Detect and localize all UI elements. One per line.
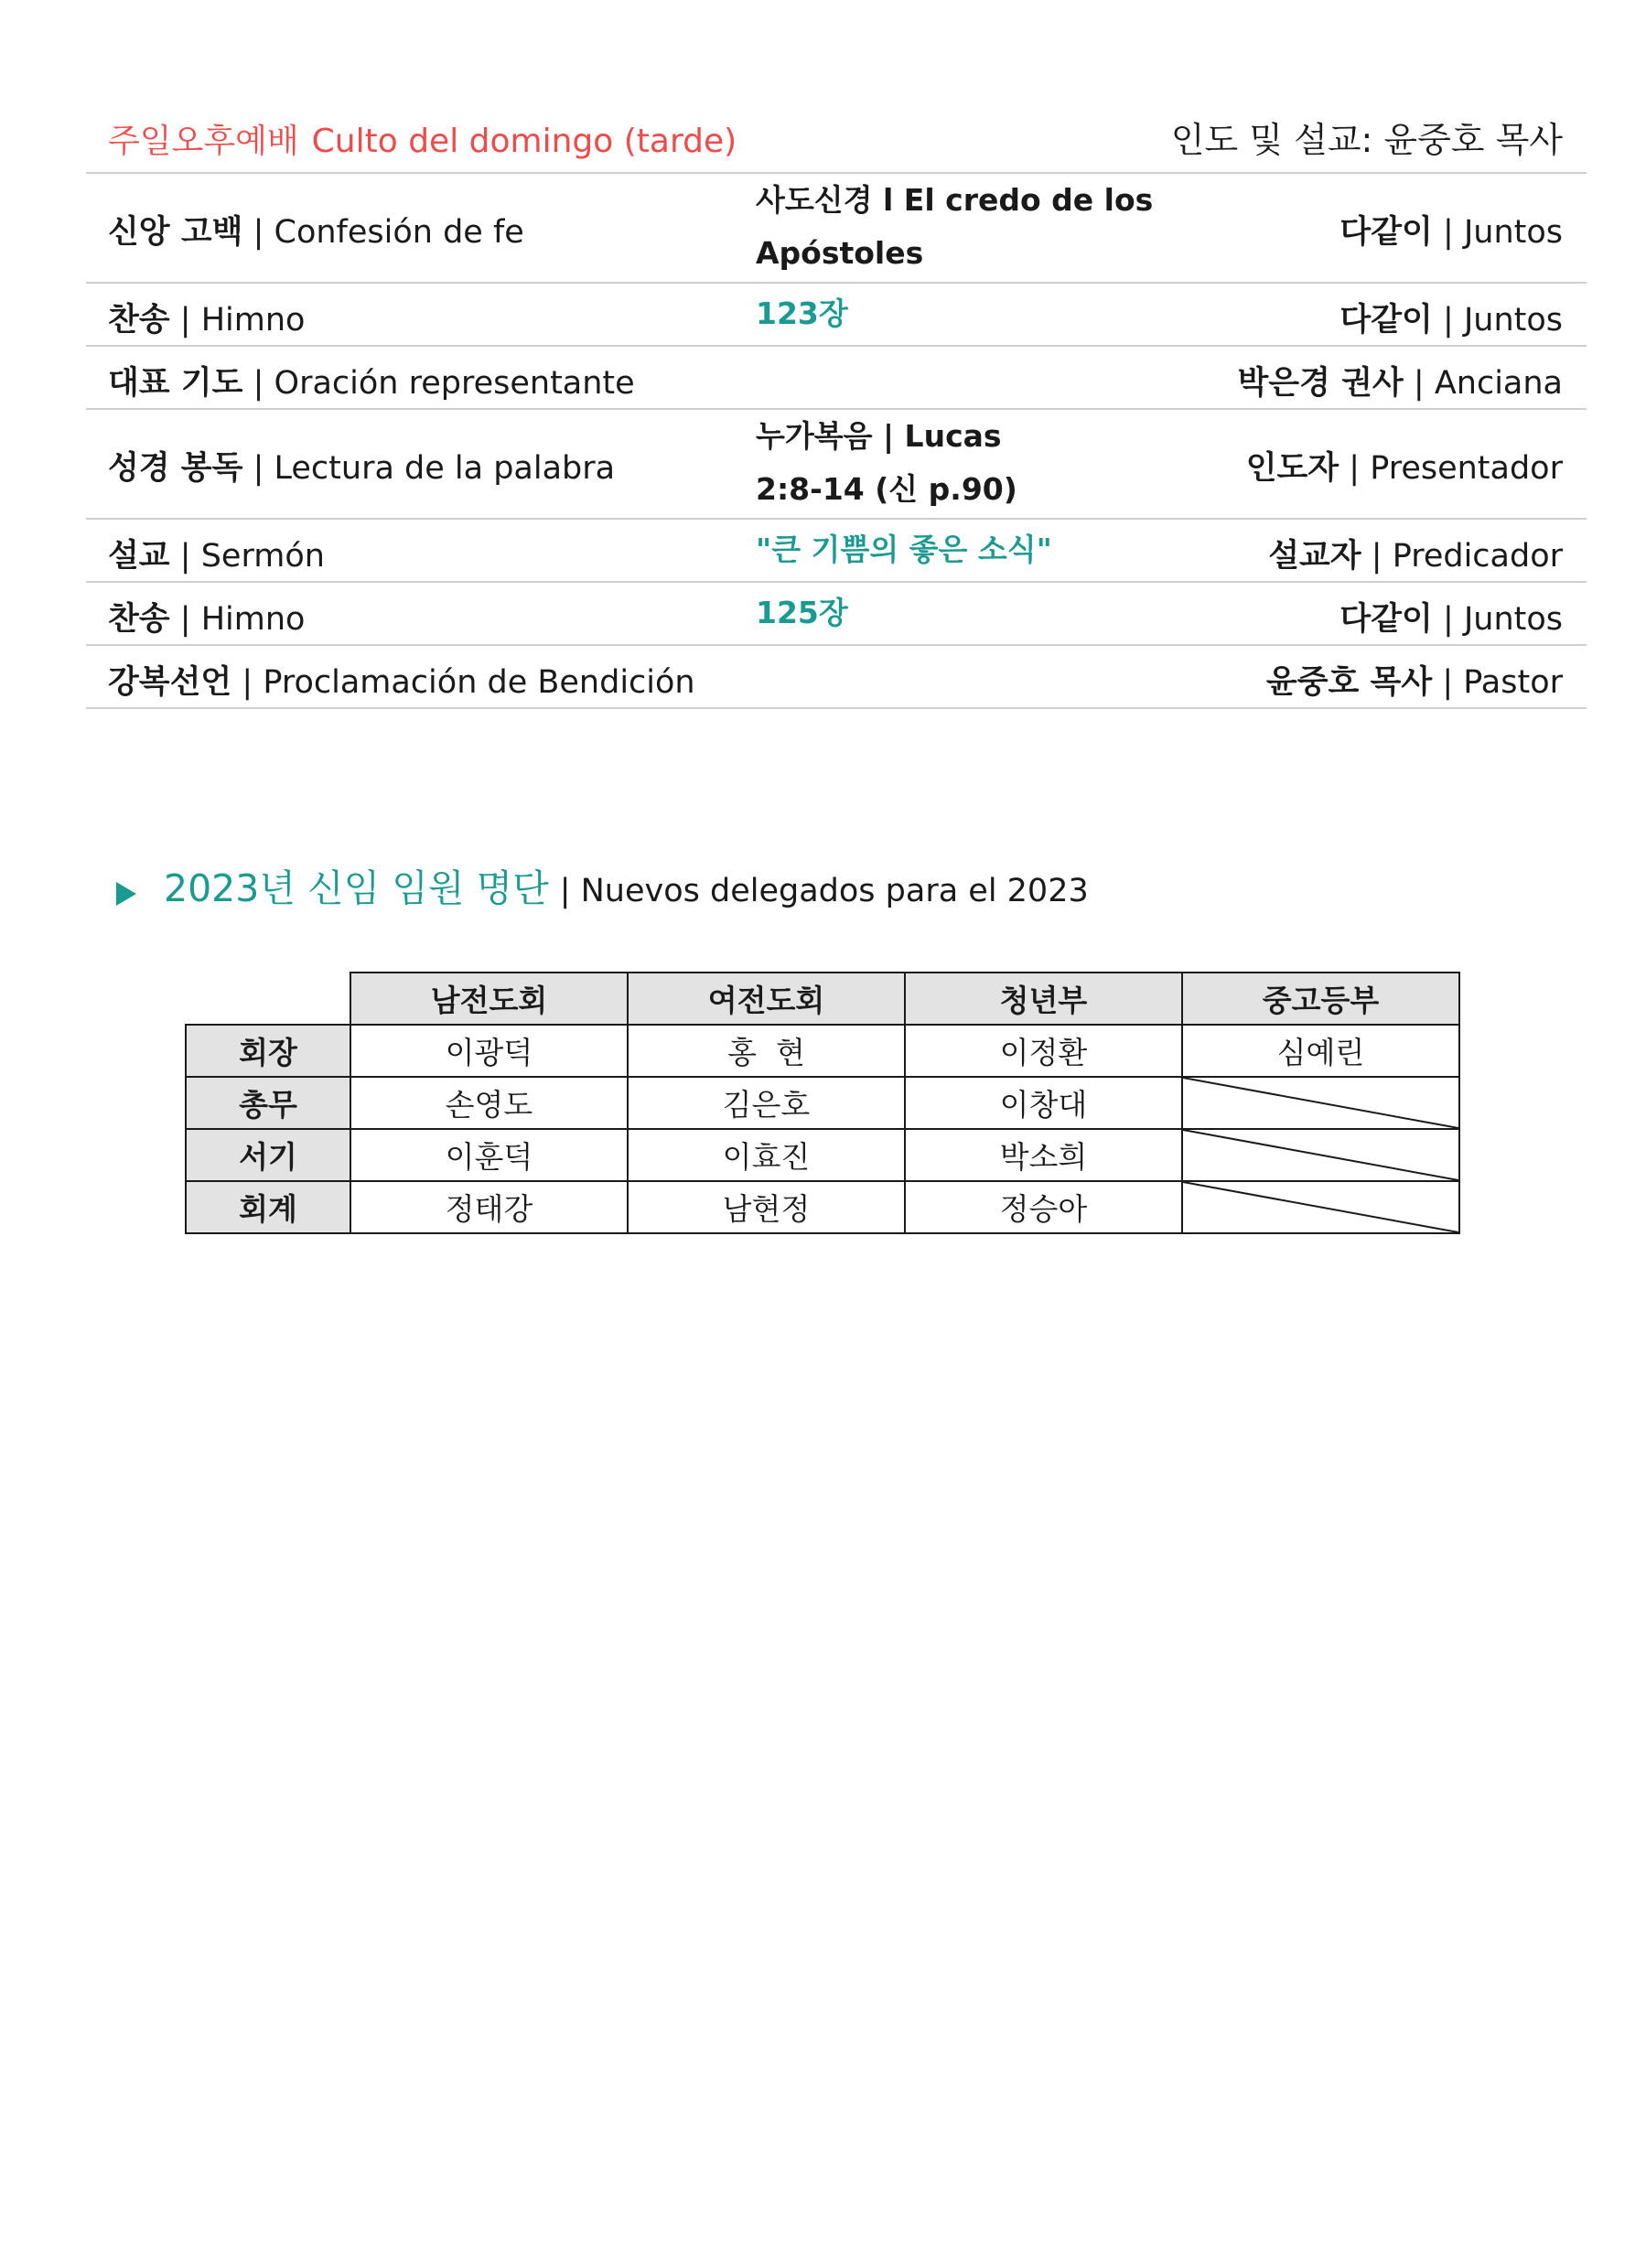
- officers-row: [186, 1181, 1459, 1233]
- corner-cell: [186, 973, 350, 1025]
- service-row: 성경 봉독 | Lectura de la palabra 누가복음 | Lucas 2:8-14 (신 p.90) 인도자 | Presentador: [86, 410, 1587, 520]
- item-person-es: Juntos: [1463, 601, 1563, 638]
- item-person-es: Predicador: [1392, 538, 1563, 575]
- item-name-ko: 성경 봉독: [108, 450, 243, 487]
- role-header: 총무: [186, 1077, 350, 1129]
- item-name-ko: 찬송: [108, 302, 170, 339]
- service-row: 대표 기도 | Oración representante 박은경 권사 | Anciana: [86, 347, 1587, 410]
- empty-slashed-cell: [1182, 1077, 1459, 1129]
- service-order-table: [86, 172, 1587, 709]
- item-name-es: Lectura de la palabra: [274, 450, 616, 487]
- service-title-es: Culto del domingo (tarde): [311, 123, 737, 160]
- item-name-es: Proclamación de Bendición: [263, 664, 695, 701]
- service-row: 강복선언 | Proclamación de Bendición 윤중호 목사 | Pastor: [86, 646, 1587, 709]
- officers-heading-ko: 2023년 신임 임원 명단: [164, 866, 549, 910]
- service-leader: 인도 및 설교: 윤중호 목사: [1170, 120, 1563, 160]
- item-person-es: Juntos: [1463, 214, 1563, 251]
- officer-cell: 이효진: [628, 1129, 905, 1181]
- item-person-es: Presentador: [1370, 450, 1563, 487]
- item-name-es: Sermón: [200, 538, 325, 575]
- role-header: 서기: [186, 1129, 350, 1181]
- item-person-ko: 다같이: [1339, 214, 1433, 251]
- role-header: 회계: [186, 1181, 350, 1233]
- item-name-es: Confesión de fe: [274, 214, 524, 251]
- service-title-ko: 주일오후예배: [108, 123, 299, 160]
- officer-cell: 박소희: [905, 1129, 1182, 1181]
- item-name-es: Oración representante: [274, 365, 635, 402]
- officer-cell: 정승아: [905, 1181, 1182, 1233]
- service-section: [86, 99, 1587, 709]
- officer-cell: 남현정: [628, 1181, 905, 1233]
- officers-heading: 2023년 신임 임원 명단 | Nuevos delegados para el 2023: [116, 858, 1089, 912]
- item-name-ko: 강복선언: [108, 664, 232, 701]
- item-person-ko: 다같이: [1339, 601, 1433, 638]
- item-detail-line1: 누가복음 | Lucas: [756, 418, 1002, 454]
- item-person-es: Anciana: [1434, 365, 1563, 402]
- officer-cell: 정태강: [350, 1181, 628, 1233]
- item-detail: 123장: [756, 296, 848, 331]
- empty-slashed-cell: [1182, 1129, 1459, 1181]
- item-person-ko: 다같이: [1339, 302, 1433, 339]
- item-detail-line2: 2:8-14 (신 p.90): [756, 471, 1017, 507]
- officer-cell: 김은호: [628, 1077, 905, 1129]
- officer-cell: 심예린: [1182, 1025, 1459, 1077]
- item-person-ko: 설교자: [1268, 538, 1361, 575]
- officers-row: [186, 1129, 1459, 1181]
- officers-heading-es: Nuevos delegados para el 2023: [580, 873, 1089, 909]
- item-detail-line1: 사도신경 l El credo de los: [756, 182, 1154, 218]
- item-person-es: Pastor: [1463, 664, 1563, 701]
- item-name-ko: 대표 기도: [108, 365, 243, 402]
- officer-cell: 이정환: [905, 1025, 1182, 1077]
- item-name-ko: 설교: [108, 538, 170, 575]
- column-header: 여전도회: [628, 973, 905, 1025]
- item-person-ko: 윤중호 목사: [1265, 664, 1433, 701]
- service-row: 찬송 | Himno 123장 다같이 | Juntos: [86, 284, 1587, 347]
- item-person-ko: 인도자: [1245, 450, 1339, 487]
- officers-header-row: [186, 973, 1459, 1025]
- column-header: 남전도회: [350, 973, 628, 1025]
- service-row: 찬송 | Himno 125장 다같이 | Juntos: [86, 583, 1587, 646]
- empty-slashed-cell: [1182, 1181, 1459, 1233]
- service-title: [108, 115, 737, 162]
- officer-cell: 이창대: [905, 1077, 1182, 1129]
- item-name-ko: 신앙 고백: [108, 214, 243, 251]
- officer-cell: 이훈덕: [350, 1129, 628, 1181]
- column-header: 청년부: [905, 973, 1182, 1025]
- item-name-es: Himno: [200, 601, 306, 638]
- role-header: 회장: [186, 1025, 350, 1077]
- officers-table: [185, 972, 1460, 1234]
- item-detail-line2: Apóstoles: [756, 235, 924, 271]
- item-person-ko: 박은경 권사: [1237, 365, 1404, 402]
- officers-row: [186, 1077, 1459, 1129]
- officer-cell: 이광덕: [350, 1025, 628, 1077]
- item-detail: 125장: [756, 595, 848, 630]
- item-name-ko: 찬송: [108, 601, 170, 638]
- service-row: 설교 | Sermón "큰 기쁨의 좋은 소식" 설교자 | Predicador: [86, 520, 1587, 583]
- officers-row: [186, 1025, 1459, 1077]
- column-header: 중고등부: [1182, 973, 1459, 1025]
- item-person-es: Juntos: [1463, 302, 1563, 339]
- sermon-title: "큰 기쁨의 좋은 소식": [756, 532, 1052, 567]
- officer-cell: 홍 현: [628, 1025, 905, 1077]
- triangle-bullet-icon: [116, 882, 136, 906]
- officer-cell: 손영도: [350, 1077, 628, 1129]
- service-row: 신앙 고백 | Confesión de fe 사도신경 l El credo de los Apóstoles 다같이 | Juntos: [86, 174, 1587, 284]
- service-header: [86, 99, 1587, 172]
- item-name-es: Himno: [200, 302, 306, 339]
